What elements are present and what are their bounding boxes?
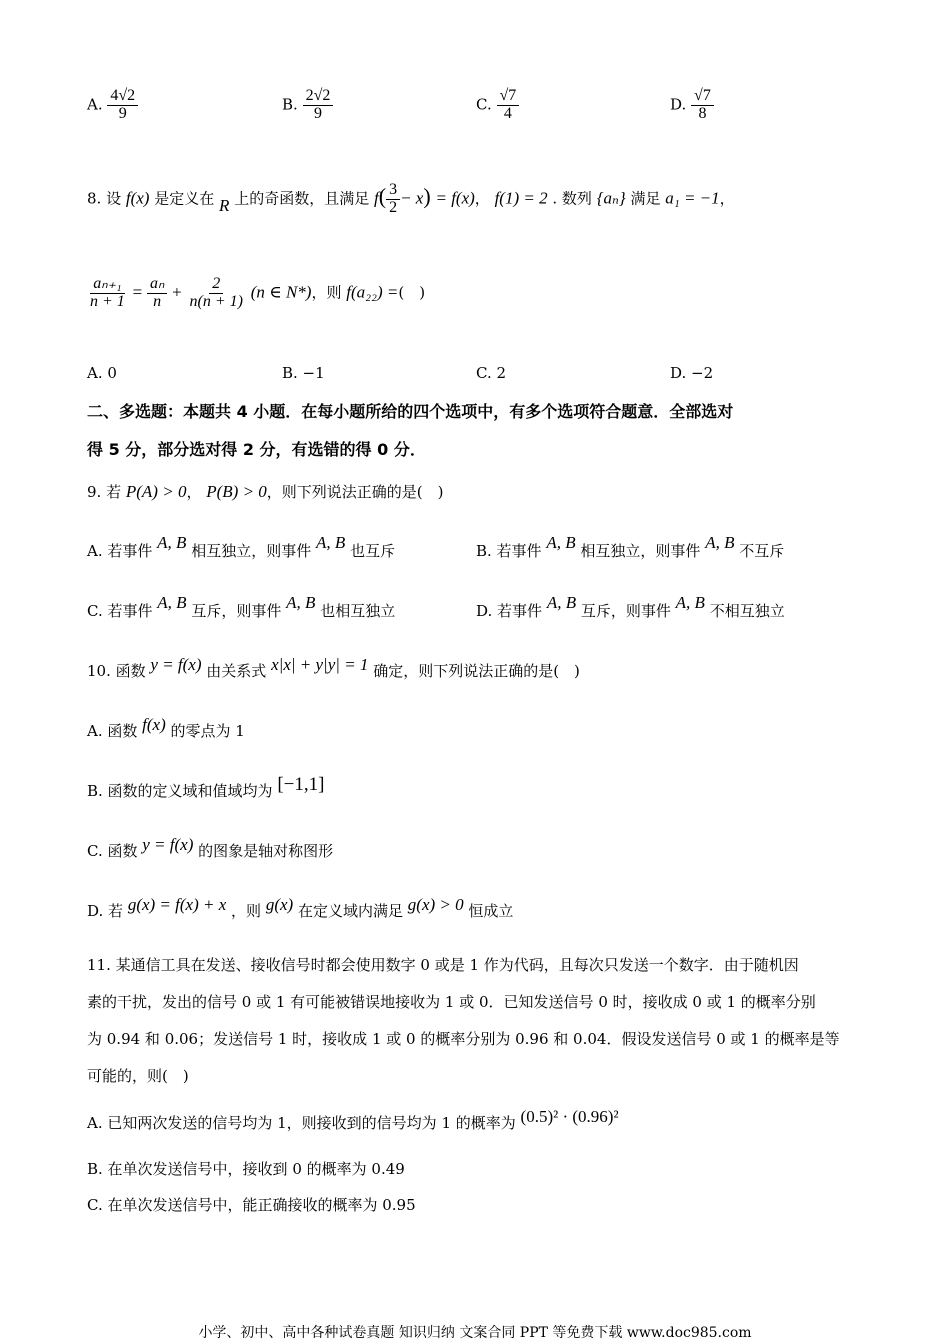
- q9-stem: [87, 481, 444, 502]
- text: 上的奇函数，且满足: [234, 189, 370, 208]
- q9-option-b: [476, 533, 785, 561]
- math: P(B) > 0: [206, 482, 267, 501]
- denominator: n: [153, 292, 162, 310]
- q7-option-b: [282, 88, 333, 123]
- text: 也相互独立: [320, 602, 396, 620]
- option-label: C.: [476, 95, 492, 114]
- text: 满足: [630, 189, 661, 208]
- math: A, B: [157, 593, 187, 612]
- q11-line2: 素的干扰，发出的信号 0 或 1 有可能被错误地接收为 1 或 0．已知发送信号 0 时，接收成 0 或 1 的概率分别: [87, 993, 816, 1011]
- math: x|x| + y|y| = 1: [271, 655, 369, 674]
- text: 8. 设: [87, 189, 122, 208]
- numerator: √7: [691, 88, 714, 106]
- math: (n ∈ N*): [250, 282, 312, 302]
- denominator: 9: [313, 104, 322, 122]
- fraction: [497, 88, 520, 123]
- q11-line1: 11. 某通信工具在发送、接收信号时都会使用数字 0 或是 1 作为代码，且每次只发送一个数字．由于随机因: [87, 956, 799, 974]
- math: y = f(x): [150, 655, 202, 674]
- text: 不互斥: [739, 542, 785, 560]
- q10-option-c: [87, 835, 334, 861]
- text: 也互斥: [350, 542, 396, 560]
- math: f: [374, 188, 379, 208]
- math: f(a₂₂) =: [346, 282, 399, 302]
- q8-option-a: A. 0: [87, 364, 117, 382]
- text: ，: [719, 189, 735, 208]
- text: ，: [186, 483, 202, 501]
- q8-line2: [87, 276, 425, 311]
- fraction: [186, 276, 245, 311]
- math: g(x): [265, 895, 294, 914]
- answer-blank: ( ): [398, 283, 426, 302]
- q11-option-a: [87, 1107, 619, 1133]
- text: 相互独立，则事件: [580, 542, 701, 560]
- denominator: n(n + 1): [189, 292, 243, 310]
- math: {aₙ}: [596, 188, 626, 208]
- text: 互斥，则事件: [580, 602, 671, 620]
- denominator: n + 1: [90, 292, 125, 310]
- math: A, B: [705, 533, 735, 552]
- math: − x: [400, 188, 424, 208]
- math: A, B: [157, 533, 187, 552]
- text: 不相互独立: [709, 602, 785, 620]
- math: y = f(x): [142, 835, 194, 854]
- section-heading-line1: 二、多选题：本题共 4 小题．在每小题所给的四个选项中，有多个选项符合题意．全部选对: [87, 402, 734, 421]
- text: 的图象是轴对称图形: [198, 842, 334, 860]
- denominator: 9: [118, 104, 127, 122]
- denominator: 4: [503, 104, 512, 122]
- q9-option-a: [87, 533, 396, 561]
- text: A. 函数: [87, 722, 138, 740]
- q10-option-d: [87, 895, 514, 921]
- math: g(x) > 0: [407, 895, 464, 914]
- math: f(1) = 2: [494, 188, 548, 208]
- option-label: B.: [282, 95, 298, 114]
- math: A, B: [546, 593, 577, 612]
- option-label: D.: [670, 95, 687, 114]
- math: [−1,1]: [277, 774, 325, 795]
- q9-option-c: [87, 593, 396, 621]
- math: f(x): [125, 188, 150, 208]
- paren-close: ): [423, 183, 431, 209]
- math: =: [132, 282, 143, 302]
- math: +: [172, 282, 182, 302]
- math: A, B: [316, 533, 346, 552]
- fraction: [691, 88, 714, 123]
- math: A, B: [546, 533, 576, 552]
- page-footer: 小学、初中、高中各种试卷真题 知识归纳 文案合同 PPT 等免费下载 www.doc985.com: [198, 1325, 752, 1341]
- text: 由关系式: [206, 662, 267, 680]
- text: 9. 若: [87, 483, 122, 501]
- math: A, B: [675, 593, 705, 612]
- fraction: [107, 88, 138, 123]
- numerator: aₙ: [147, 276, 167, 294]
- text: 10. 函数: [87, 662, 146, 680]
- q11-line4: 可能的，则( ): [87, 1067, 189, 1085]
- text: ，: [474, 189, 490, 208]
- math: A, B: [286, 593, 316, 612]
- text: 的零点为 1: [170, 722, 245, 740]
- math: g(x) = f(x) + x: [127, 895, 227, 914]
- text: B. 函数的定义域和值域均为: [87, 782, 273, 800]
- q8-option-b: B. −1: [282, 364, 325, 382]
- text: C. 函数: [87, 842, 138, 860]
- numerator: √7: [497, 88, 520, 106]
- paren-open: (: [378, 183, 387, 209]
- q8-option-d: D. −2: [670, 364, 714, 382]
- fraction: [386, 182, 400, 217]
- text: ，则: [311, 283, 342, 302]
- text: D. 若事件: [476, 602, 543, 620]
- numerator: 3: [386, 182, 400, 200]
- q8-option-c: C. 2: [476, 364, 507, 382]
- text: 互斥，则事件: [191, 602, 282, 620]
- q10-option-a: [87, 715, 245, 741]
- text: B. 若事件: [476, 542, 542, 560]
- q7-option-c: [476, 88, 519, 123]
- fraction: [87, 276, 128, 311]
- q9-option-d: [476, 593, 785, 621]
- text: ，则: [231, 902, 262, 920]
- numerator: 2√2: [303, 88, 334, 106]
- text: . 数列: [552, 189, 592, 208]
- fraction: [303, 88, 334, 123]
- fraction: [147, 276, 167, 311]
- q8-line1: [87, 182, 735, 217]
- math: (0.5)² · (0.96)²: [520, 1107, 619, 1126]
- q11-line3: 为 0.94 和 0.06；发送信号 1 时，接收成 1 或 0 的概率分别为 0.96 和 0.04．假设发送信号 0 或 1 的概率是等: [87, 1030, 840, 1048]
- text: 是定义在: [154, 189, 215, 208]
- text: 在定义域内满足: [298, 902, 404, 920]
- q10-option-b: [87, 774, 325, 802]
- q7-option-a: [87, 88, 138, 123]
- math: = f(x): [435, 188, 475, 208]
- text: A. 若事件: [87, 542, 153, 560]
- q7-option-d: [670, 88, 714, 123]
- text: A. 已知两次发送的信号均为 1，则接收到的信号均为 1 的概率为: [87, 1114, 516, 1132]
- section-heading-line2: 得 5 分，部分选对得 2 分，有选错的得 0 分．: [87, 440, 426, 459]
- q11-option-c: C. 在单次发送信号中，能正确接收的概率为 0.95: [87, 1196, 416, 1214]
- text: C. 若事件: [87, 602, 153, 620]
- numerator: 4√2: [107, 88, 138, 106]
- text: 相互独立，则事件: [191, 542, 312, 560]
- text: D. 若: [87, 902, 124, 920]
- math: P(A) > 0: [125, 482, 187, 501]
- option-label: A.: [87, 95, 103, 114]
- numerator: aₙ₊₁: [90, 276, 124, 294]
- math: a₁ = −1: [665, 188, 720, 208]
- text: 确定，则下列说法正确的是( ): [373, 662, 580, 680]
- math: f(x): [142, 715, 166, 734]
- denominator: 2: [389, 198, 398, 216]
- numerator: 2: [209, 276, 223, 294]
- math: R: [219, 196, 230, 216]
- denominator: 8: [698, 104, 707, 122]
- q10-stem: [87, 655, 580, 681]
- q11-option-b: B. 在单次发送信号中，接收到 0 的概率为 0.49: [87, 1160, 405, 1178]
- text: ，则下列说法正确的是( ): [266, 483, 444, 501]
- text: 恒成立: [468, 902, 514, 920]
